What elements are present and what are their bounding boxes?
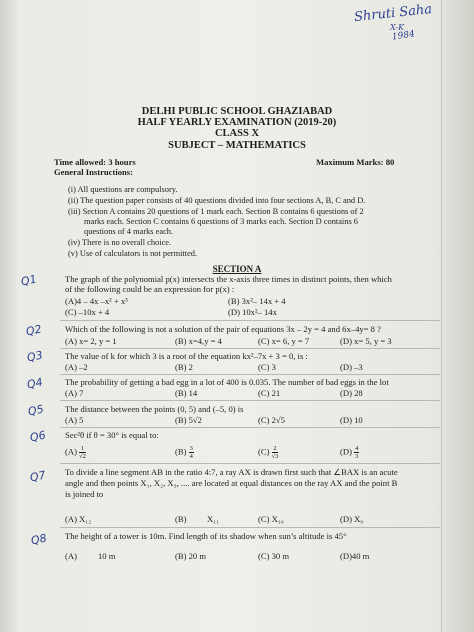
q5-option-d: (D) 10 bbox=[340, 415, 363, 425]
q3-text: The value of k for which 3 is a root of the equation kx²–7x + 3 = 0, is : bbox=[65, 351, 308, 361]
q7-option-b-label: (B) bbox=[175, 514, 187, 524]
q7-text-line1: To divide a line segment AB in the ratio 4:7, a ray AX is drawn first such that ∠BAX is an acute bbox=[65, 467, 398, 477]
maximum-marks: Maximum Marks: 80 bbox=[316, 157, 395, 167]
q6-option-a bbox=[65, 445, 86, 460]
q8-text: The height of a tower is 10m. Find length of its shadow when sun’s altitude is 45° bbox=[65, 531, 347, 541]
separator bbox=[60, 374, 440, 375]
q6-option-d-fraction bbox=[354, 445, 359, 460]
q6-b-numerator: 3 bbox=[189, 445, 193, 452]
q5-option-c: (C) 2√5 bbox=[258, 415, 285, 425]
q3-option-b: (B) 2 bbox=[175, 362, 193, 372]
q7-option-c: (C) X₁₀ bbox=[258, 514, 284, 524]
q4-option-c: (C) 21 bbox=[258, 388, 281, 398]
q3-option-a: (A) –2 bbox=[65, 362, 88, 372]
instruction-4: (iv) There is no overall choice. bbox=[68, 238, 172, 247]
q4-option-a: (A) 7 bbox=[65, 388, 84, 398]
general-instructions-heading: General Instructions: bbox=[54, 167, 134, 177]
separator bbox=[60, 527, 440, 528]
q1-text-line2: of the following could be an expression for p(x) : bbox=[65, 284, 235, 294]
q1-text-line1: The graph of the polynomial p(x) intersects the x-axis three times in distinct points, then which bbox=[65, 274, 392, 284]
q6-option-b bbox=[175, 445, 194, 460]
q7-mark: Q7 bbox=[28, 468, 47, 485]
q7-option-a: (A) X₁₂ bbox=[65, 514, 92, 524]
student-name-handwriting: Shruti Saha bbox=[353, 1, 433, 26]
q6-option-d-label: (D) bbox=[340, 446, 355, 457]
q2-text: Which of the following is not a solution of the pair of equations 3x – 2y = 4 and 6x–4y= 8 ? bbox=[65, 324, 381, 334]
q5-mark: Q5 bbox=[26, 402, 45, 419]
q6-option-b-label: (B) bbox=[175, 446, 189, 457]
q7-option-b-value: X₁₁ bbox=[207, 514, 220, 524]
q3-option-d: (D) –3 bbox=[340, 362, 363, 372]
school-name: DELHI PUBLIC SCHOOL GHAZIABAD bbox=[141, 106, 333, 117]
instruction-3: (iii) Section A contains 20 questions of 1 mark each. Section B contains 6 questions of 2 bbox=[68, 207, 364, 216]
q5-option-b: (B) 5√2 bbox=[175, 415, 202, 425]
q4-text: The probability of getting a bad egg in a lot of 400 is 0.035. The number of bad eggs in the lot bbox=[65, 377, 389, 387]
q6-option-c bbox=[258, 445, 278, 460]
separator bbox=[60, 400, 440, 401]
q5-option-a: (A) 5 bbox=[65, 415, 84, 425]
q1-option-b: (B) 3x²– 14x + 4 bbox=[228, 296, 286, 306]
q8-option-a-label: (A) bbox=[65, 551, 77, 561]
separator bbox=[60, 348, 440, 349]
q6-option-a-label: (A) bbox=[65, 446, 80, 457]
q4-option-b: (B) 14 bbox=[175, 388, 198, 398]
time-allowed: Time allowed: 3 hours bbox=[54, 157, 136, 167]
q6-option-b-fraction bbox=[189, 445, 194, 460]
instruction-3-cont: marks each. Section C contains 6 questions of 3 marks each. Section D contains 6 bbox=[84, 217, 358, 226]
q6-a-denominator: √2 bbox=[79, 453, 86, 460]
q6-option-d bbox=[340, 445, 359, 460]
q6-c-denominator: √3 bbox=[271, 453, 279, 460]
q6-d-denominator: 3 bbox=[355, 453, 359, 460]
instruction-2: (ii) The question paper consists of 40 questions divided into four sections A, B, C and D. bbox=[68, 196, 366, 205]
q6-option-a-fraction bbox=[79, 445, 86, 460]
q7-text-line2: angle and then points X₁, X₂, X₃, .... are located at equal distances on the ray AX and the point B bbox=[65, 478, 398, 488]
instruction-1: (i) All questions are compulsory. bbox=[68, 185, 178, 194]
q1-mark: Q1 bbox=[19, 272, 38, 289]
instruction-3-cont2: questions of 4 marks each. bbox=[84, 227, 174, 236]
q1-option-d: (D) 10x²– 14x bbox=[228, 307, 277, 317]
page-edge-line bbox=[441, 0, 442, 632]
exam-name: HALF YEARLY EXAMINATION (2019-20) bbox=[137, 117, 337, 128]
q1-option-a: (A)4 – 4x –x² + x³ bbox=[65, 296, 128, 306]
q8-option-d: (D)40 m bbox=[340, 551, 370, 561]
q2-option-c: (C) x= 6, y = 7 bbox=[258, 336, 310, 346]
q8-option-c: (C) 30 m bbox=[258, 551, 290, 561]
student-roll-handwriting: 1984 bbox=[391, 29, 416, 43]
q6-b-denominator: 4 bbox=[189, 453, 193, 460]
q4-mark: Q4 bbox=[25, 375, 44, 392]
section-a-heading: SECTION A bbox=[212, 264, 262, 274]
q6-text: Sec²θ if θ = 30° is equal to: bbox=[65, 430, 159, 440]
q6-mark: Q6 bbox=[28, 428, 47, 445]
q3-option-c: (C) 3 bbox=[258, 362, 276, 372]
q3-mark: Q3 bbox=[25, 348, 44, 365]
separator bbox=[60, 463, 440, 464]
q2-option-a: (A) x= 2, y = 1 bbox=[65, 336, 117, 346]
separator bbox=[60, 320, 440, 321]
q8-mark: Q8 bbox=[29, 531, 48, 548]
q2-option-d: (D) x= 5, y = 3 bbox=[340, 336, 392, 346]
q6-option-c-label: (C) bbox=[258, 446, 272, 457]
q5-text: The distance between the points (0, 5) and (–5, 0) is bbox=[65, 404, 244, 414]
q6-a-numerator: 1 bbox=[80, 445, 85, 452]
class-heading: CLASS X bbox=[214, 128, 260, 139]
subject-heading: SUBJECT – MATHEMATICS bbox=[168, 140, 306, 151]
q8-option-a-value: 10 m bbox=[98, 551, 116, 561]
q4-option-d: (D) 28 bbox=[340, 388, 363, 398]
q2-option-b: (B) x=4,y = 4 bbox=[175, 336, 222, 346]
q7-text-line3: is joined to bbox=[65, 489, 104, 499]
instruction-5: (v) Use of calculators is not permitted. bbox=[68, 249, 198, 258]
q6-option-c-fraction bbox=[272, 445, 279, 460]
q6-c-numerator: 2 bbox=[273, 445, 277, 452]
q7-option-d: (D) X₉ bbox=[340, 514, 364, 524]
q6-d-numerator: 4 bbox=[355, 445, 359, 452]
q2-mark: Q2 bbox=[24, 322, 43, 339]
q8-option-b: (B) 20 m bbox=[175, 551, 207, 561]
separator bbox=[60, 427, 440, 428]
q1-option-c: (C) –10x + 4 bbox=[65, 307, 110, 317]
student-class-handwriting: X-K bbox=[390, 23, 405, 32]
